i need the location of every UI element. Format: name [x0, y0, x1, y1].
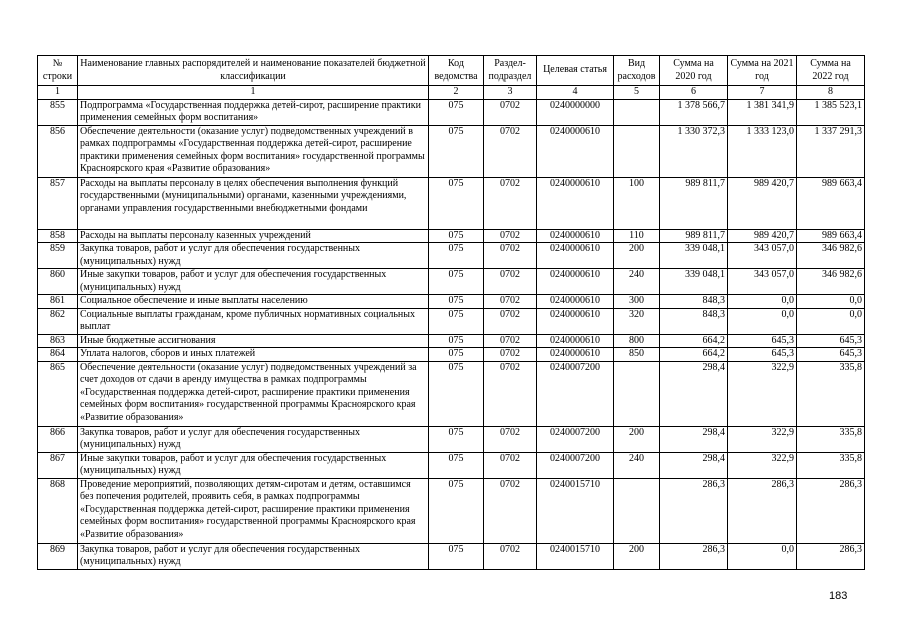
table-row [38, 99, 865, 125]
table-row [38, 452, 865, 478]
header-department-code: Код ведомства [429, 56, 484, 86]
target-article-cell: 0240007200 [537, 426, 614, 452]
sum-2020-cell: 848,3 [660, 308, 728, 334]
section-cell: 0702 [484, 308, 537, 334]
table-row [38, 543, 865, 569]
target-article-cell: 0240015710 [537, 478, 614, 543]
table-body [38, 99, 865, 569]
table-row [38, 478, 865, 543]
section-cell: 0702 [484, 125, 537, 177]
expense-type-cell: 320 [614, 308, 660, 334]
row-name-cell: Закупка товаров, работ и услуг для обеспечения государственных (муниципальных) нужд [78, 543, 429, 569]
expense-type-cell: 300 [614, 295, 660, 309]
row-number-cell: 855 [38, 99, 78, 125]
sum-2020-cell: 664,2 [660, 334, 728, 348]
row-name-cell: Иные бюджетные ассигнования [78, 334, 429, 348]
target-article-cell: 0240007200 [537, 452, 614, 478]
header-sum-2021: Сумма на 2021 год [728, 56, 797, 86]
sum-2021-cell: 343 057,0 [728, 269, 797, 295]
section-cell: 0702 [484, 229, 537, 243]
target-article-cell: 0240007200 [537, 361, 614, 426]
sum-2022-cell: 0,0 [797, 295, 865, 309]
department-code-cell: 075 [429, 243, 484, 269]
sum-2021-cell: 0,0 [728, 308, 797, 334]
department-code-cell: 075 [429, 426, 484, 452]
section-cell: 0702 [484, 543, 537, 569]
target-article-cell: 0240015710 [537, 543, 614, 569]
sum-2020-cell: 286,3 [660, 478, 728, 543]
table-row [38, 269, 865, 295]
table-row [38, 125, 865, 177]
sum-2021-cell: 1 333 123,0 [728, 125, 797, 177]
row-name-cell: Закупка товаров, работ и услуг для обеспечения государственных (муниципальных) нужд [78, 426, 429, 452]
row-name-cell: Расходы на выплаты персоналу казенных учреждений [78, 229, 429, 243]
row-name-cell: Обеспечение деятельности (оказание услуг) подведомственных учреждений за счет доходов от сдачи в аренду имущества в рамках подпрограммы «Государственная поддержка детей-сирот, расширение практики применения семейных форм воспитания» государственной программы Красноярского края «Развитие образования» [78, 361, 429, 426]
sum-2021-cell: 322,9 [728, 452, 797, 478]
section-cell: 0702 [484, 243, 537, 269]
table-row [38, 308, 865, 334]
header-number-cell: 8 [797, 86, 865, 100]
row-number-cell: 859 [38, 243, 78, 269]
expense-type-cell: 850 [614, 348, 660, 362]
row-number-cell: 865 [38, 361, 78, 426]
header-target-article: Целевая статья [537, 56, 614, 86]
table-row [38, 243, 865, 269]
target-article-cell: 0240000610 [537, 308, 614, 334]
section-cell: 0702 [484, 295, 537, 309]
department-code-cell: 075 [429, 308, 484, 334]
target-article-cell: 0240000610 [537, 334, 614, 348]
target-article-cell: 0240000610 [537, 125, 614, 177]
sum-2022-cell: 0,0 [797, 308, 865, 334]
sum-2021-cell: 343 057,0 [728, 243, 797, 269]
sum-2022-cell: 286,3 [797, 478, 865, 543]
sum-2020-cell: 1 330 372,3 [660, 125, 728, 177]
header-number-cell: 4 [537, 86, 614, 100]
sum-2021-cell: 645,3 [728, 348, 797, 362]
target-article-cell: 0240000610 [537, 243, 614, 269]
sum-2022-cell: 645,3 [797, 348, 865, 362]
department-code-cell: 075 [429, 295, 484, 309]
sum-2022-cell: 286,3 [797, 543, 865, 569]
row-name-cell: Обеспечение деятельности (оказание услуг) подведомственных учреждений в рамках подпрограммы «Государственная поддержка детей-сирот, расширение практики применения семейных форм воспитания» государственной программы Красноярского края «Развитие образования» [78, 125, 429, 177]
sum-2020-cell: 989 811,7 [660, 229, 728, 243]
sum-2020-cell: 286,3 [660, 543, 728, 569]
expense-type-cell [614, 361, 660, 426]
table-row [38, 334, 865, 348]
expense-type-cell: 240 [614, 452, 660, 478]
row-name-cell: Уплата налогов, сборов и иных платежей [78, 348, 429, 362]
sum-2020-cell: 339 048,1 [660, 269, 728, 295]
table-row [38, 348, 865, 362]
row-number-cell: 869 [38, 543, 78, 569]
target-article-cell: 0240000610 [537, 229, 614, 243]
department-code-cell: 075 [429, 478, 484, 543]
header-number-cell: 5 [614, 86, 660, 100]
header-number-cell: 1 [38, 86, 78, 100]
row-name-cell: Расходы на выплаты персоналу в целях обеспечения выполнения функций государственными (муниципальными) органами, казенными учреждениями, органами управления государственными внебюджетными фондами [78, 177, 429, 229]
section-cell: 0702 [484, 334, 537, 348]
row-number-cell: 868 [38, 478, 78, 543]
page-number: 183 [829, 590, 848, 602]
sum-2022-cell: 989 663,4 [797, 177, 865, 229]
sum-2021-cell: 0,0 [728, 543, 797, 569]
header-sum-2020: Сумма на 2020 год [660, 56, 728, 86]
row-name-cell: Проведение мероприятий, позволяющих детям-сиротам и детям, оставшимся без попечения родителей, проявить себя, в рамках подпрограммы «Государственная поддержка детей-сирот, расширение практики применения семейных форм воспитания» государственной программы Красноярского края «Развитие образования» [78, 478, 429, 543]
target-article-cell: 0240000610 [537, 269, 614, 295]
table-row [38, 295, 865, 309]
sum-2021-cell: 989 420,7 [728, 229, 797, 243]
row-number-cell: 861 [38, 295, 78, 309]
sum-2022-cell: 346 982,6 [797, 269, 865, 295]
expense-type-cell: 240 [614, 269, 660, 295]
row-name-cell: Закупка товаров, работ и услуг для обеспечения государственных (муниципальных) нужд [78, 243, 429, 269]
expense-type-cell [614, 125, 660, 177]
header-number-row [38, 86, 865, 100]
header-number-cell: 2 [429, 86, 484, 100]
sum-2022-cell: 335,8 [797, 426, 865, 452]
section-cell: 0702 [484, 426, 537, 452]
row-name-cell: Иные закупки товаров, работ и услуг для обеспечения государственных (муниципальных) нужд [78, 269, 429, 295]
target-article-cell: 0240000000 [537, 99, 614, 125]
sum-2021-cell: 1 381 341,9 [728, 99, 797, 125]
sum-2022-cell: 1 337 291,3 [797, 125, 865, 177]
department-code-cell: 075 [429, 125, 484, 177]
sum-2022-cell: 645,3 [797, 334, 865, 348]
department-code-cell: 075 [429, 452, 484, 478]
table-row [38, 177, 865, 229]
sum-2020-cell: 298,4 [660, 361, 728, 426]
expense-type-cell [614, 99, 660, 125]
expense-type-cell [614, 478, 660, 543]
sum-2021-cell: 322,9 [728, 426, 797, 452]
sum-2020-cell: 989 811,7 [660, 177, 728, 229]
department-code-cell: 075 [429, 229, 484, 243]
row-number-cell: 860 [38, 269, 78, 295]
row-name-cell: Подпрограмма «Государственная поддержка детей-сирот, расширение практики применения семейных форм воспитания» [78, 99, 429, 125]
sum-2020-cell: 848,3 [660, 295, 728, 309]
header-sum-2022: Сумма на 2022 год [797, 56, 865, 86]
sum-2022-cell: 335,8 [797, 361, 865, 426]
expense-type-cell: 800 [614, 334, 660, 348]
expense-type-cell: 200 [614, 243, 660, 269]
table-row [38, 229, 865, 243]
department-code-cell: 075 [429, 99, 484, 125]
header-row [38, 56, 865, 86]
sum-2022-cell: 1 385 523,1 [797, 99, 865, 125]
sum-2021-cell: 286,3 [728, 478, 797, 543]
row-name-cell: Социальное обеспечение и иные выплаты населению [78, 295, 429, 309]
table-row [38, 361, 865, 426]
row-name-cell: Иные закупки товаров, работ и услуг для обеспечения государственных (муниципальных) нужд [78, 452, 429, 478]
sum-2021-cell: 989 420,7 [728, 177, 797, 229]
expense-type-cell: 110 [614, 229, 660, 243]
budget-table [37, 55, 865, 570]
section-cell: 0702 [484, 361, 537, 426]
header-number-cell: 1 [78, 86, 429, 100]
sum-2022-cell: 346 982,6 [797, 243, 865, 269]
department-code-cell: 075 [429, 177, 484, 229]
header-number-cell: 7 [728, 86, 797, 100]
sum-2020-cell: 664,2 [660, 348, 728, 362]
department-code-cell: 075 [429, 543, 484, 569]
row-number-cell: 867 [38, 452, 78, 478]
sum-2020-cell: 339 048,1 [660, 243, 728, 269]
section-cell: 0702 [484, 478, 537, 543]
department-code-cell: 075 [429, 334, 484, 348]
header-name: Наименование главных распорядителей и наименование показателей бюджетной классификации [78, 56, 429, 86]
section-cell: 0702 [484, 269, 537, 295]
sum-2020-cell: 298,4 [660, 452, 728, 478]
expense-type-cell: 200 [614, 543, 660, 569]
sum-2022-cell: 335,8 [797, 452, 865, 478]
expense-type-cell: 100 [614, 177, 660, 229]
header-row-number: № строки [38, 56, 78, 86]
row-number-cell: 866 [38, 426, 78, 452]
row-number-cell: 856 [38, 125, 78, 177]
header-section: Раздел-подраздел [484, 56, 537, 86]
row-name-cell: Социальные выплаты гражданам, кроме публичных нормативных социальных выплат [78, 308, 429, 334]
section-cell: 0702 [484, 177, 537, 229]
header-number-cell: 6 [660, 86, 728, 100]
table-row [38, 426, 865, 452]
sum-2021-cell: 322,9 [728, 361, 797, 426]
row-number-cell: 857 [38, 177, 78, 229]
header-number-cell: 3 [484, 86, 537, 100]
department-code-cell: 075 [429, 269, 484, 295]
sum-2021-cell: 645,3 [728, 334, 797, 348]
department-code-cell: 075 [429, 348, 484, 362]
target-article-cell: 0240000610 [537, 348, 614, 362]
section-cell: 0702 [484, 452, 537, 478]
department-code-cell: 075 [429, 361, 484, 426]
row-number-cell: 863 [38, 334, 78, 348]
sum-2020-cell: 1 378 566,7 [660, 99, 728, 125]
row-number-cell: 862 [38, 308, 78, 334]
sum-2021-cell: 0,0 [728, 295, 797, 309]
target-article-cell: 0240000610 [537, 295, 614, 309]
section-cell: 0702 [484, 348, 537, 362]
row-number-cell: 858 [38, 229, 78, 243]
section-cell: 0702 [484, 99, 537, 125]
header-expense-type: Вид расходов [614, 56, 660, 86]
sum-2022-cell: 989 663,4 [797, 229, 865, 243]
target-article-cell: 0240000610 [537, 177, 614, 229]
expense-type-cell: 200 [614, 426, 660, 452]
row-number-cell: 864 [38, 348, 78, 362]
sum-2020-cell: 298,4 [660, 426, 728, 452]
